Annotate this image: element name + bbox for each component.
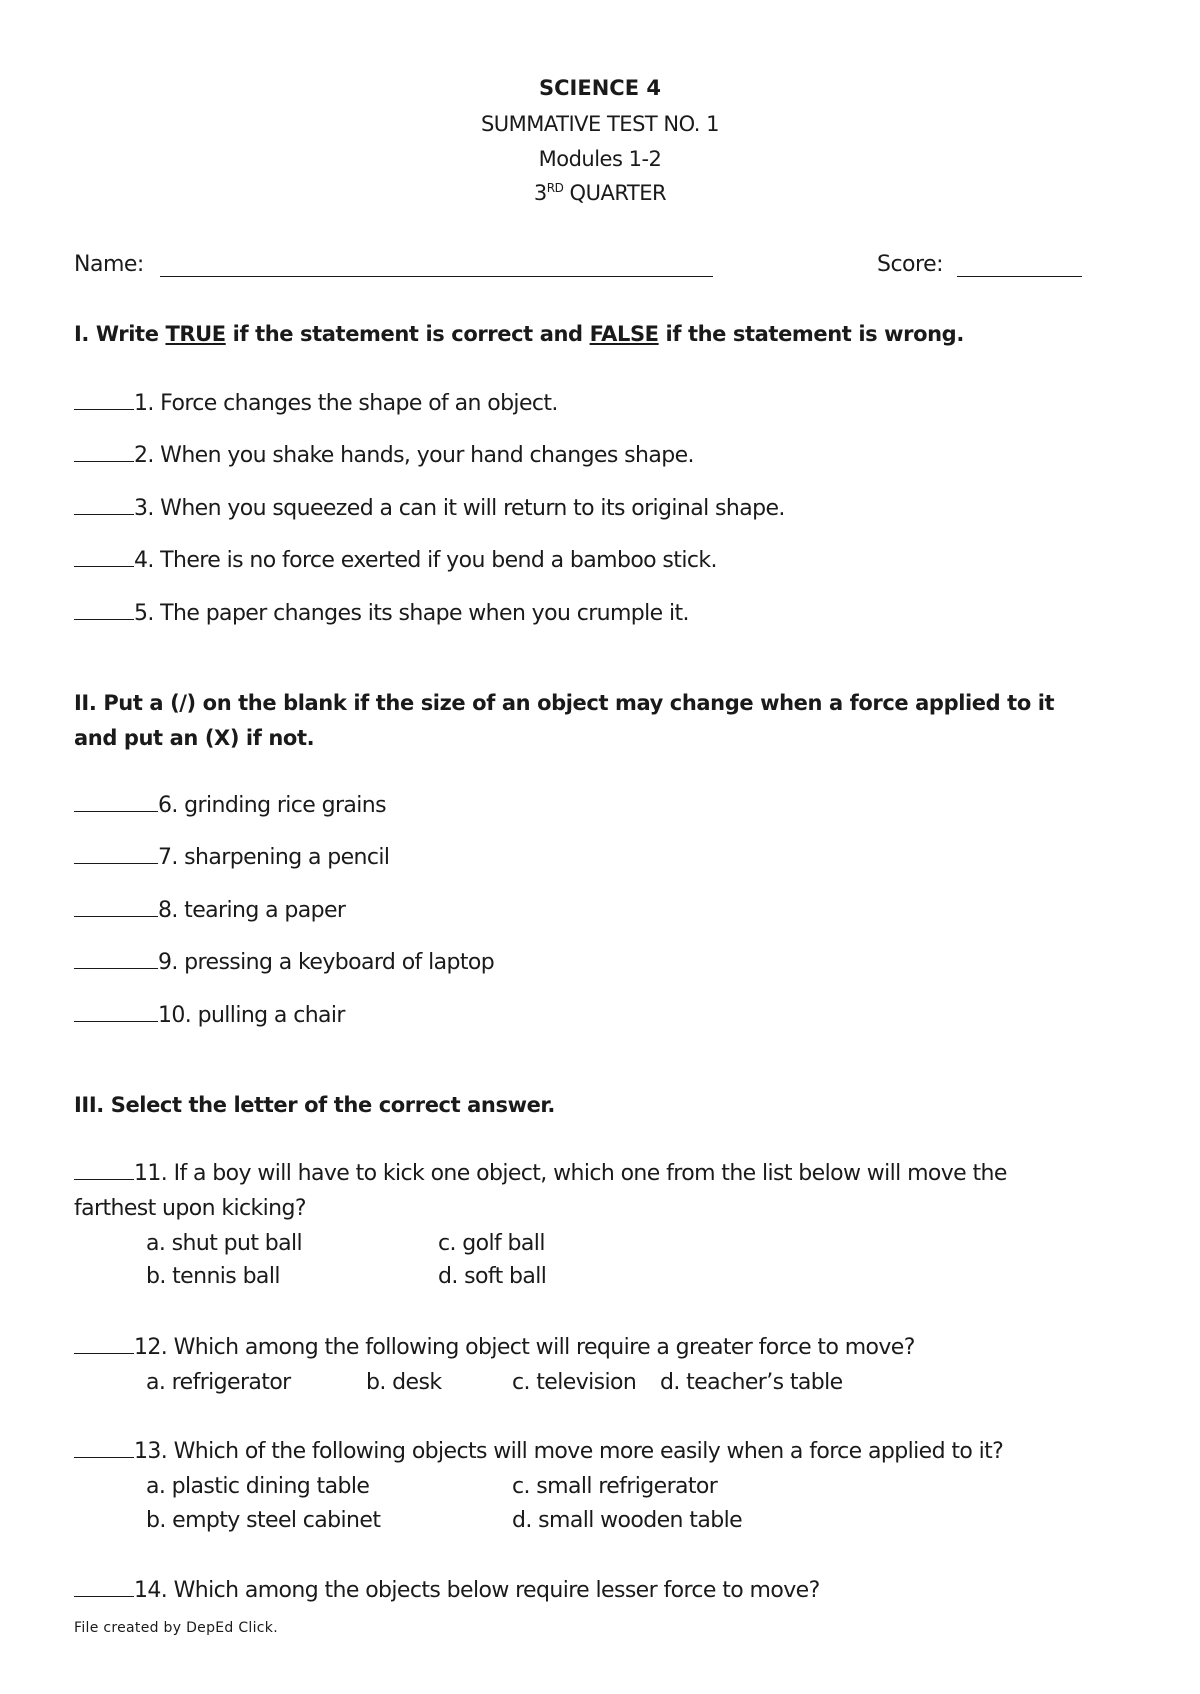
list-item: 2. When you shake hands, your hand changes shape. xyxy=(74,443,694,468)
choice-a: a. plastic dining table xyxy=(146,1474,370,1499)
part2-heading-line1: II. Put a (/) on the blank if the size of an object may change when a force applied to it xyxy=(74,691,1055,715)
list-item: 6. grinding rice grains xyxy=(74,793,386,818)
name-label: Name: xyxy=(74,252,144,277)
answer-blank[interactable] xyxy=(74,1003,158,1022)
answer-blank[interactable] xyxy=(74,1161,134,1180)
answer-blank[interactable] xyxy=(74,548,134,567)
test-number: SUMMATIVE TEST NO. 1 xyxy=(480,112,720,136)
question-11: 11. If a boy will have to kick one object, which one from the list below will move the xyxy=(74,1161,1007,1186)
choice-d: d. soft ball xyxy=(438,1264,547,1289)
footer-credit: File created by DepEd Click. xyxy=(74,1620,278,1636)
score-label: Score: xyxy=(877,252,944,277)
part3-heading: III. Select the letter of the correct answer. xyxy=(74,1093,555,1117)
choice-d: d. teacher’s table xyxy=(660,1370,843,1395)
choice-c: c. small refrigerator xyxy=(512,1474,718,1499)
name-field[interactable] xyxy=(160,276,713,277)
question-11-line2: farthest upon kicking? xyxy=(74,1196,306,1221)
list-item: 9. pressing a keyboard of laptop xyxy=(74,950,494,975)
answer-blank[interactable] xyxy=(74,898,158,917)
answer-blank[interactable] xyxy=(74,950,158,969)
choice-a: a. shut put ball xyxy=(146,1231,303,1256)
answer-blank[interactable] xyxy=(74,443,134,462)
question-14: 14. Which among the objects below require lesser force to move? xyxy=(74,1578,820,1603)
answer-blank[interactable] xyxy=(74,391,134,410)
answer-blank[interactable] xyxy=(74,1335,134,1354)
part1-heading: I. Write TRUE if the statement is correct and FALSE if the statement is wrong. xyxy=(74,322,964,346)
quarter-label: 3RD QUARTER xyxy=(533,181,667,205)
choice-a: a. refrigerator xyxy=(146,1370,291,1395)
modules-label: Modules 1-2 xyxy=(538,147,662,171)
answer-blank[interactable] xyxy=(74,793,158,812)
answer-blank[interactable] xyxy=(74,496,134,515)
list-item: 7. sharpening a pencil xyxy=(74,845,389,870)
choice-c: c. television xyxy=(512,1370,637,1395)
answer-blank[interactable] xyxy=(74,1439,134,1458)
list-item: 4. There is no force exerted if you bend a bamboo stick. xyxy=(74,548,717,573)
answer-blank[interactable] xyxy=(74,601,134,620)
list-item: 3. When you squeezed a can it will return to its original shape. xyxy=(74,496,785,521)
choice-b: b. desk xyxy=(366,1370,442,1395)
list-item: 1. Force changes the shape of an object. xyxy=(74,391,558,416)
choice-b: b. empty steel cabinet xyxy=(146,1508,381,1533)
choice-d: d. small wooden table xyxy=(512,1508,743,1533)
answer-blank[interactable] xyxy=(74,1578,134,1597)
score-field[interactable] xyxy=(957,276,1082,277)
question-13: 13. Which of the following objects will move more easily when a force applied to it? xyxy=(74,1439,1003,1464)
list-item: 10. pulling a chair xyxy=(74,1003,345,1028)
choice-c: c. golf ball xyxy=(438,1231,545,1256)
choice-b: b. tennis ball xyxy=(146,1264,280,1289)
list-item: 5. The paper changes its shape when you crumple it. xyxy=(74,601,689,626)
part2-heading-line2: and put an (X) if not. xyxy=(74,726,315,750)
question-12: 12. Which among the following object will require a greater force to move? xyxy=(74,1335,915,1360)
list-item: 8. tearing a paper xyxy=(74,898,345,923)
answer-blank[interactable] xyxy=(74,845,158,864)
page-title: SCIENCE 4 xyxy=(539,76,661,100)
